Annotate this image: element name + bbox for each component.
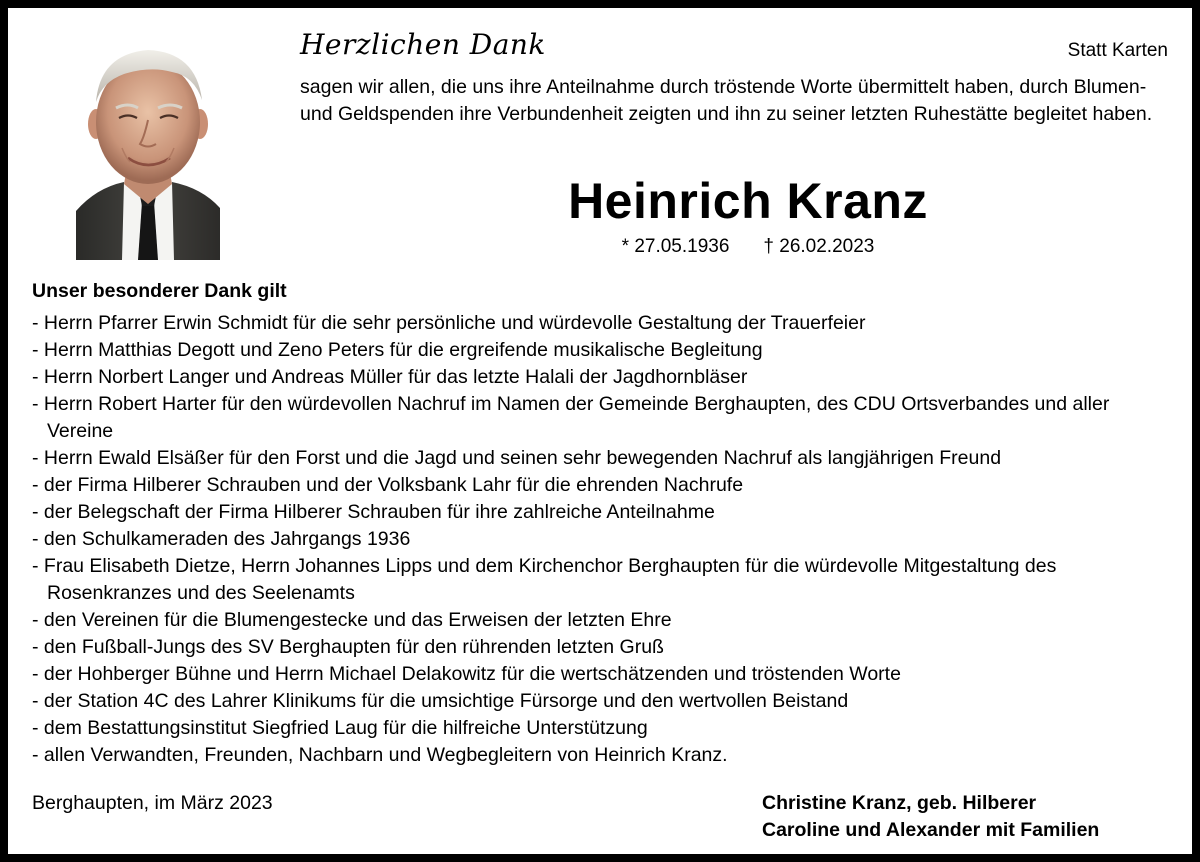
portrait-illustration [76, 36, 220, 260]
list-item: - allen Verwandten, Freunden, Nachbarn und Wegbegleitern von Heinrich Kranz. [32, 744, 728, 766]
script-title: Herzlichen Dank [300, 28, 546, 61]
signature-line: Caroline und Alexander mit Familien [762, 819, 1100, 841]
list-item: - den Schulkameraden des Jahrgangs 1936 [32, 528, 411, 550]
deceased-name: Heinrich Kranz [568, 173, 928, 229]
list-item: - der Belegschaft der Firma Hilberer Schrauben für ihre zahlreiche Anteilnahme [32, 501, 715, 523]
list-item: - Herrn Matthias Degott und Zeno Peters für die ergreifende musikalische Begleitung [32, 339, 763, 361]
birth-date: * 27.05.1936 [621, 236, 730, 257]
list-item: - Herrn Robert Harter für den würdevollen Nachruf im Namen der Gemeinde Berghaupten, des CDU Ortsverbandes und aller Vereine [32, 393, 1110, 442]
thanks-list [32, 310, 1172, 769]
portrait-photo [76, 36, 220, 260]
place-date: Berghaupten, im März 2023 [32, 792, 273, 814]
list-item: - der Station 4C des Lahrer Klinikums für die umsichtige Fürsorge und den wertvollen Beistand [32, 690, 849, 712]
intro-text: sagen wir allen, die uns ihre Anteilnahme durch tröstende Worte übermittelt haben, durch Blumen- und Geldspenden ihre Verbundenheit zeigten und ihn zu seiner letzten Ruhestätte begleitet haben. [300, 76, 1153, 125]
list-item: - Frau Elisabeth Dietze, Herrn Johannes Lipps und dem Kirchenchor Berghaupten für die würdevolle Mitgestaltung des Rosenkranzes und des Seelenamts [32, 555, 1057, 604]
list-item: - Herrn Norbert Langer und Andreas Müller für das letzte Halali der Jagdhornbläser [32, 366, 748, 388]
list-item: - den Fußball-Jungs des SV Berghaupten für den rührenden letzten Gruß [32, 636, 664, 658]
thanks-heading: Unser besonderer Dank gilt [32, 280, 287, 302]
death-date: † 26.02.2023 [763, 236, 875, 257]
list-item: - der Hohberger Bühne und Herrn Michael Delakowitz für die wertschätzenden und tröstenden Worte [32, 663, 901, 685]
list-item: - der Firma Hilberer Schrauben und der Volksbank Lahr für die ehrenden Nachrufe [32, 474, 744, 496]
list-item: - den Vereinen für die Blumengestecke und das Erweisen der letzten Ehre [32, 609, 672, 631]
list-item: - Herrn Pfarrer Erwin Schmidt für die sehr persönliche und würdevolle Gestaltung der Trauerfeier [32, 312, 866, 334]
list-item: - Herrn Ewald Elsäßer für den Forst und die Jagd und seinen sehr bewegenden Nachruf als langjährigen Freund [32, 447, 1002, 469]
list-item: - dem Bestattungsinstitut Siegfried Laug für die hilfreiche Unterstützung [32, 717, 648, 739]
life-dates [528, 236, 968, 258]
statt-karten-label: Statt Karten [1067, 40, 1168, 61]
signatures [762, 790, 1099, 844]
signature-line: Christine Kranz, geb. Hilberer [762, 792, 1037, 814]
